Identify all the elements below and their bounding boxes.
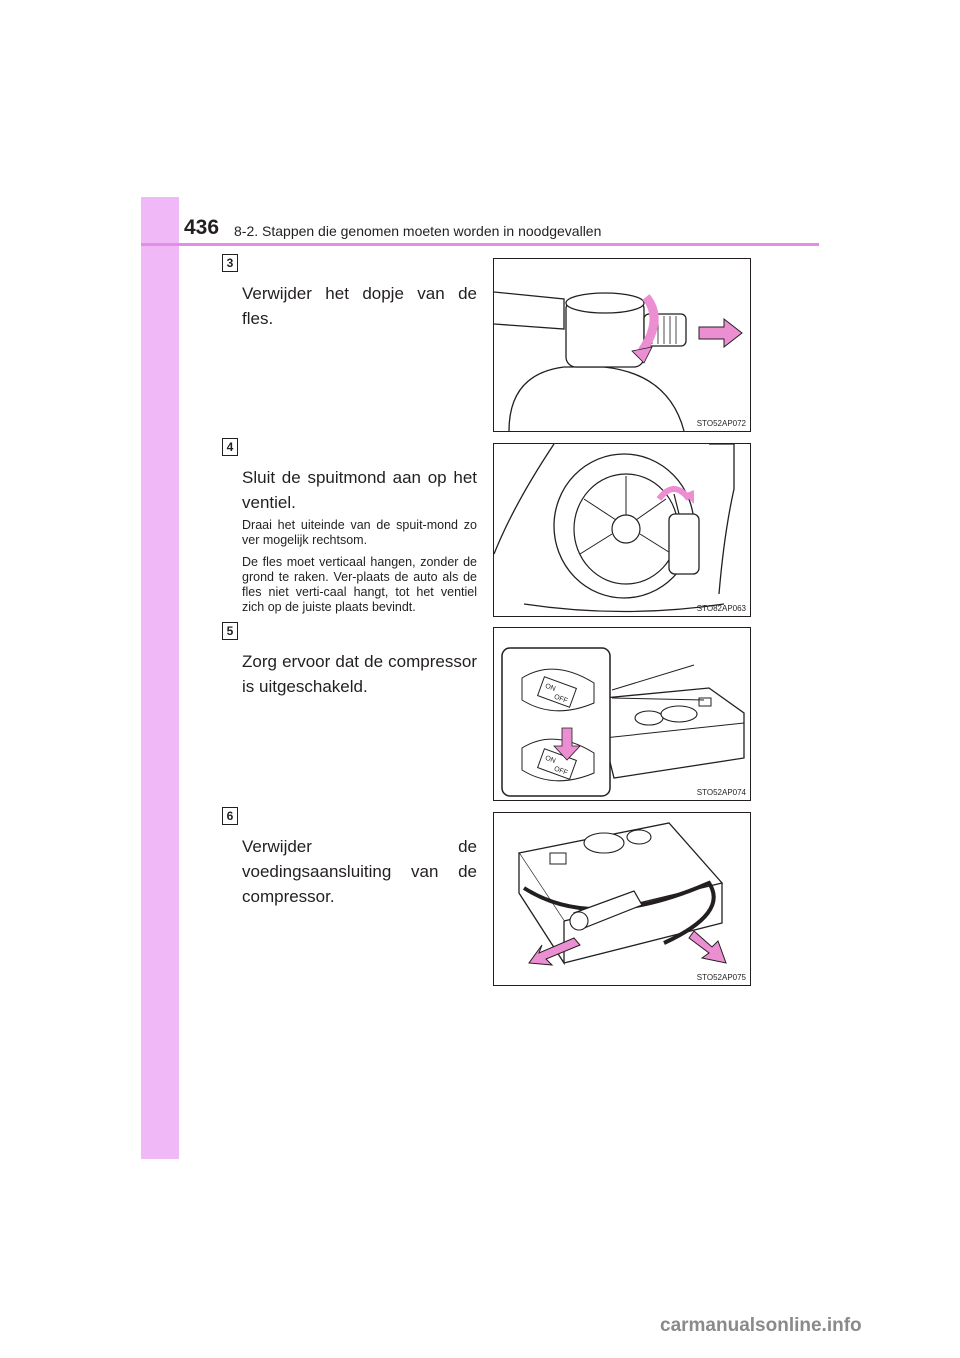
page-number: 436 [184, 216, 220, 239]
compressor-switch-illustration [494, 628, 750, 800]
step-badge-3: 3 [222, 254, 238, 272]
power-plug-illustration [494, 813, 750, 985]
figure-connect-nozzle [493, 443, 751, 617]
section-title: 8-2. Stappen die genomen moeten worden in noodgevallen [234, 223, 602, 239]
figure-remove-power-plug [493, 812, 751, 986]
remove-cap-illustration [494, 259, 750, 431]
step-badge-5: 5 [222, 622, 238, 640]
connect-nozzle-illustration [494, 444, 750, 616]
header-rule [141, 243, 819, 246]
step-4-note-1: Draai het uiteinde van de spuit-mond zo ver mogelijk rechtsom. [242, 518, 477, 547]
switch-off-label-bottom: OFF [552, 765, 569, 777]
figure-code: STO52AP072 [696, 419, 746, 428]
step-4-note-2: De fles moet verticaal hangen, zonder de grond te raken. Ver-plaats de auto als de fles niet verti-caal hangt, tot het ventiel zich op de juiste plaats bevindt. [242, 555, 477, 614]
figure-code: STO82AP063 [696, 604, 746, 613]
step-badge-6: 6 [222, 807, 238, 825]
step-4-text: Sluit de spuitmond aan op het ventiel. [242, 468, 477, 512]
step-5-text: Zorg ervoor dat de compressor is uitgeschakeld. [242, 652, 477, 696]
figure-compressor-switch-off [493, 627, 751, 801]
switch-off-label-top: OFF [552, 693, 569, 705]
figure-remove-bottle-cap [493, 258, 751, 432]
step-3-text: Verwijder het dopje van de fles. [242, 284, 477, 328]
watermark: carmanualsonline.info [660, 1315, 862, 1336]
chapter-sidebar-tab [141, 197, 179, 1159]
figure-code: STO52AP074 [696, 788, 746, 797]
step-badge-4: 4 [222, 438, 238, 456]
switch-on-label-bottom: ON [544, 754, 557, 766]
switch-on-label-top: ON [544, 682, 557, 694]
figure-code: STO52AP075 [696, 973, 746, 982]
step-6-text: Verwijder de voedingsaansluiting van de compressor. [242, 837, 477, 906]
